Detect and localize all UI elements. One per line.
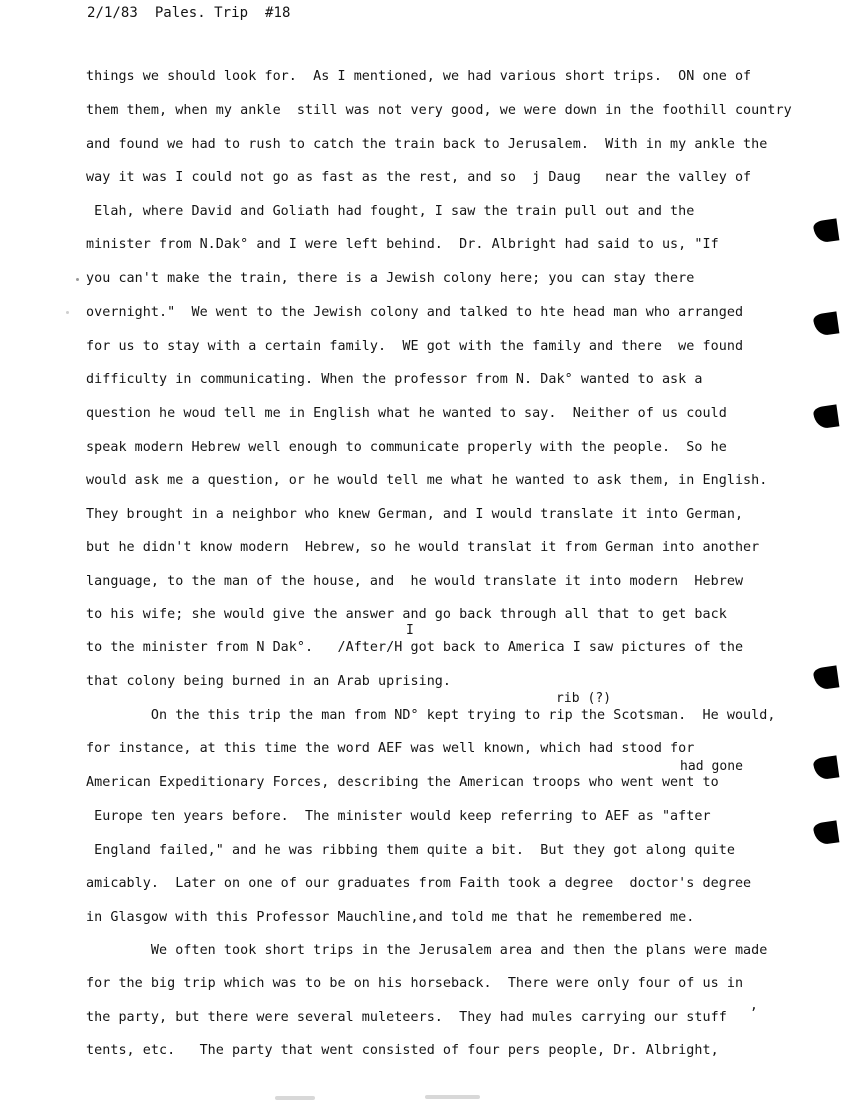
text-line: to his wife; she would give the answer and go back through all that to get back <box>86 607 727 622</box>
text-line: and found we had to rush to catch the train back to Jerusalem. With in my ankle the <box>86 137 768 152</box>
text-line: in Glasgow with this Professor Mauchline,and told me that he remembered me. <box>86 910 695 925</box>
text-line: for the big trip which was to be on his horseback. There were only four of us in <box>86 976 744 991</box>
text-line: On the this trip the man from ND° kept trying to rip the Scotsman. He would, <box>86 708 776 723</box>
text-line: amicably. Later on one of our graduates from Faith took a degree doctor's degree <box>86 876 752 891</box>
scan-smudge <box>425 1095 480 1099</box>
interlinear-correction: I <box>406 623 414 638</box>
text-line: speak modern Hebrew well enough to communicate properly with the people. So he <box>86 440 727 455</box>
text-line: you can't make the train, there is a Jewish colony here; you can stay there <box>86 271 695 286</box>
text-line: We often took short trips in the Jerusalem area and then the plans were made <box>86 943 768 958</box>
text-line: things we should look for. As I mentioned, we had various short trips. ON one of <box>86 69 752 84</box>
page-header: 2/1/83 Pales. Trip #18 <box>87 5 291 21</box>
text-line: but he didn't know modern Hebrew, so he would translat it from German into another <box>86 540 760 555</box>
scan-speck <box>76 278 79 281</box>
text-line: question he woud tell me in English what he wanted to say. Neither of us could <box>86 406 727 421</box>
interlinear-note: rib (?) <box>556 691 612 706</box>
text-line: to the minister from N Dak°. /After/H got back to America I saw pictures of the <box>86 640 744 655</box>
text-line: language, to the man of the house, and he would translate it into modern Hebrew <box>86 574 744 589</box>
text-line: difficulty in communicating. When the professor from N. Dak° wanted to ask a <box>86 372 703 387</box>
text-line: minister from N.Dak° and I were left behind. Dr. Albright had said to us, "If <box>86 237 719 252</box>
text-line: Elah, where David and Goliath had fought, I saw the train pull out and the <box>86 204 695 219</box>
text-line: for us to stay with a certain family. WE got with the family and there we found <box>86 339 744 354</box>
text-line: that colony being burned in an Arab uprising. <box>86 674 452 689</box>
binder-hole-shadow <box>813 755 840 780</box>
text-line: the party, but there were several muleteers. They had mules carrying our stuff <box>86 1010 727 1025</box>
text-line: England failed," and he was ribbing them quite a bit. But they got along quite <box>86 843 735 858</box>
text-line: overnight." We went to the Jewish colony and talked to hte head man who arranged <box>86 305 744 320</box>
text-line: way it was I could not go as fast as the rest, and so j Daug near the valley of <box>86 170 752 185</box>
interlinear-insertion: had gone <box>680 759 744 774</box>
text-line: tents, etc. The party that went consisted of four pers people, Dr. Albright, <box>86 1043 719 1058</box>
text-line: American Expeditionary Forces, describing the American troops who went went to <box>86 775 719 790</box>
binder-hole-shadow <box>813 665 840 690</box>
scan-smudge <box>275 1096 315 1100</box>
binder-hole-shadow <box>813 311 840 336</box>
interlinear-comma: , <box>750 998 758 1013</box>
binder-hole-shadow <box>813 820 840 845</box>
binder-hole-shadow <box>813 218 840 243</box>
scan-speck <box>66 311 69 314</box>
text-line: would ask me a question, or he would tell me what he wanted to ask them, in English. <box>86 473 768 488</box>
text-line: for instance, at this time the word AEF was well known, which had stood for <box>86 741 695 756</box>
text-line: them them, when my ankle still was not very good, we were down in the foothill country <box>86 103 792 118</box>
text-line: They brought in a neighbor who knew German, and I would translate it into German, <box>86 507 744 522</box>
binder-hole-shadow <box>813 404 840 429</box>
text-line: Europe ten years before. The minister would keep referring to AEF as "after <box>86 809 711 824</box>
